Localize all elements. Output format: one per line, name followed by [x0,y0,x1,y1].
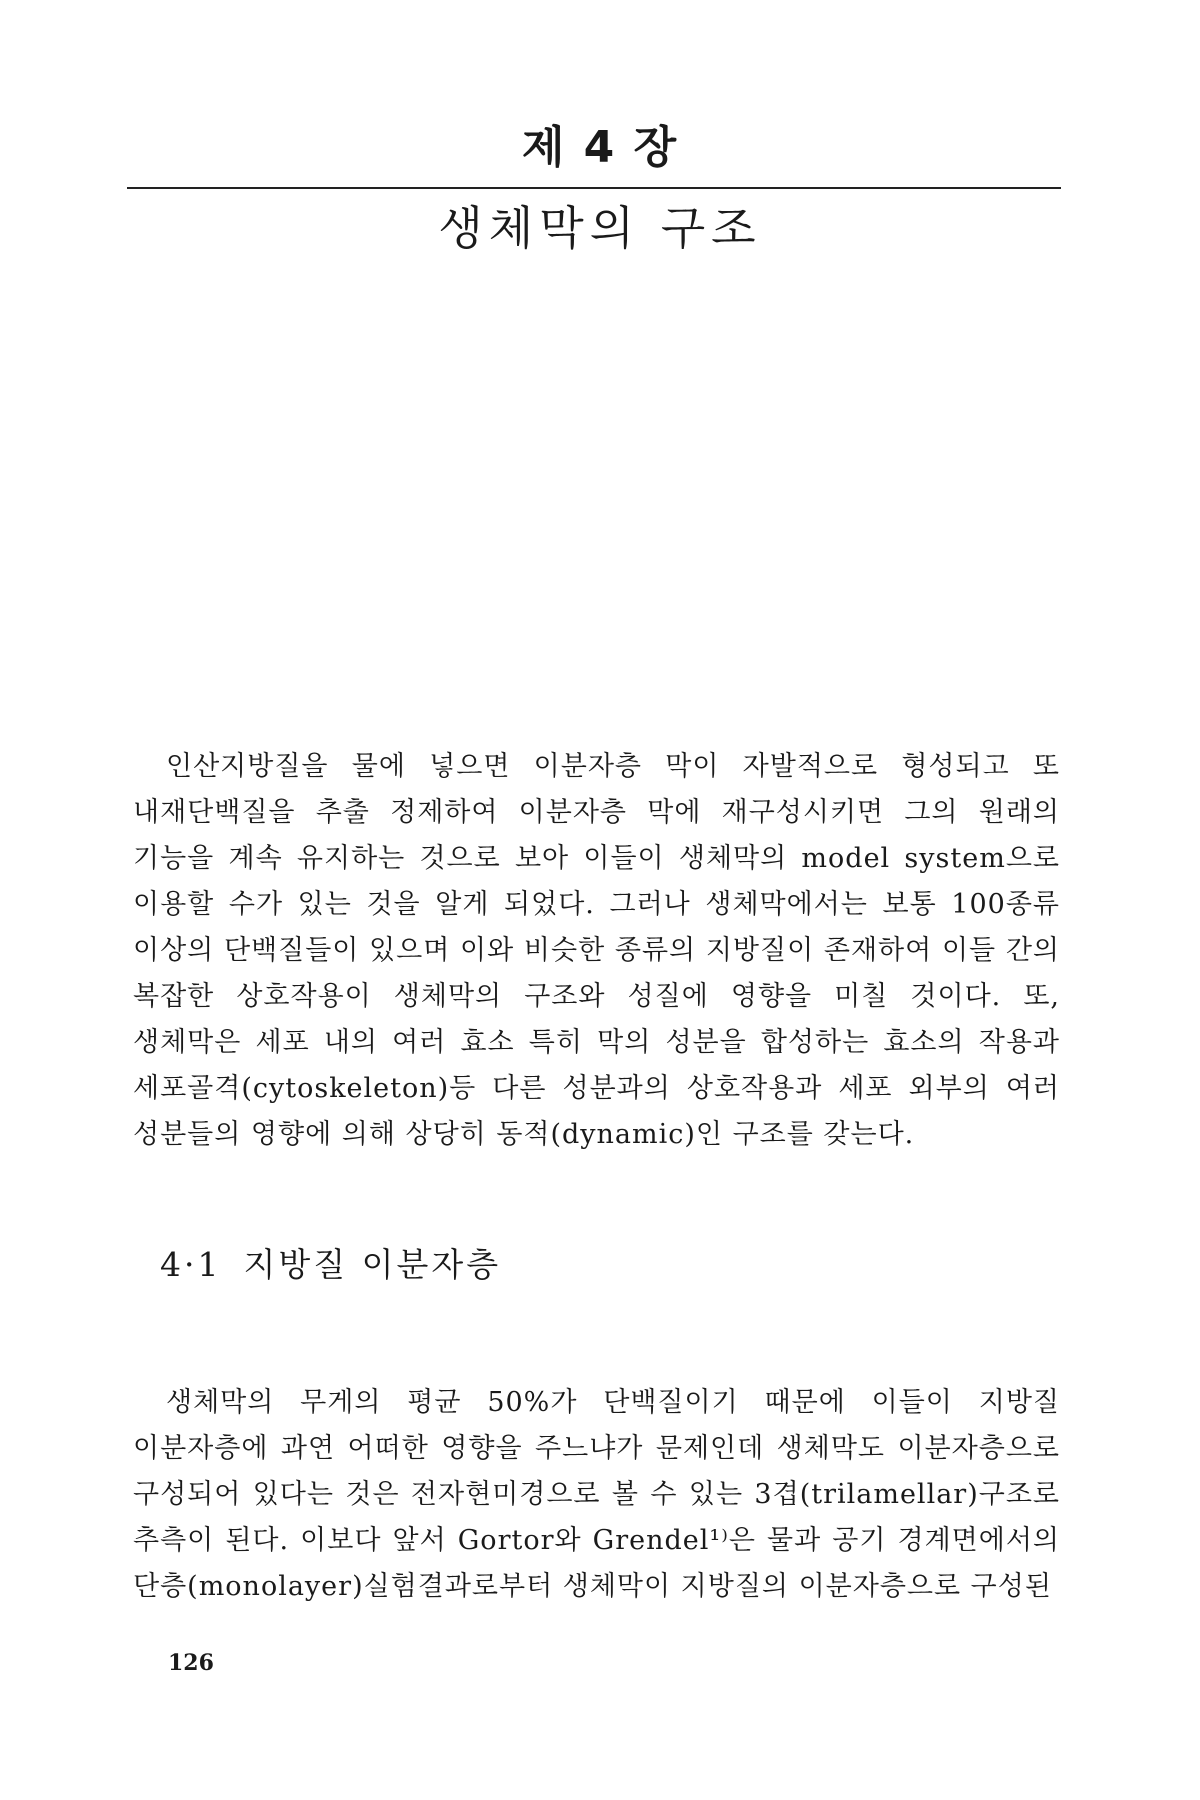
chapter-divider [127,187,1061,189]
page-number: 126 [168,1650,214,1676]
section-heading [160,1242,501,1288]
section-title: 지방질 이분자층 [243,1245,502,1284]
chapter-number: 제 4 장 [521,122,679,173]
section-paragraph: 생체막의 무게의 평균 50%가 단백질이기 때문에 이들이 지방질 이분자층에 과연 어떠한 영향을 주느냐가 문제인데 생체막도 이분자층으로 구성되어 있다는 것은 전자현미경으로 볼 수 있는 3겹(trilamellar)구조로 추측이 된다. 이보다 앞서 Gortor와 Grendel¹⁾은 물과 공기 경계면에서의 단층(monolayer)실험결과로부터 생체막이 지방질의 이분자층으로 구성된 [133,1387,1060,1602]
section-number: 4·1 [160,1245,222,1284]
intro-paragraph: 인산지방질을 물에 넣으면 이분자층 막이 자발적으로 형성되고 또 내재단백질을 추출 정제하여 이분자층 막에 재구성시키면 그의 원래의 기능을 계속 유지하는 것으로 보아 이들이 생체막의 model system으로 이용할 수가 있는 것을 알게 되었다. 그러나 생체막에서는 보통 100종류 이상의 단백질들이 있으며 이와 비슷한 종류의 지방질이 존재하여 이들 간의 복잡한 상호작용이 생체막의 구조와 성질에 영향을 미칠 것이다. 또, 생체막은 세포 내의 여러 효소 특히 막의 성분을 합성하는 효소의 작용과 세포골격(cytoskeleton)등 다른 성분과의 상호작용과 세포 외부의 여러 성분들의 영향에 의해 상당히 동적(dynamic)인 구조를 갖는다. [133,751,1060,1150]
chapter-title: 생체막의 구조 [438,201,762,255]
